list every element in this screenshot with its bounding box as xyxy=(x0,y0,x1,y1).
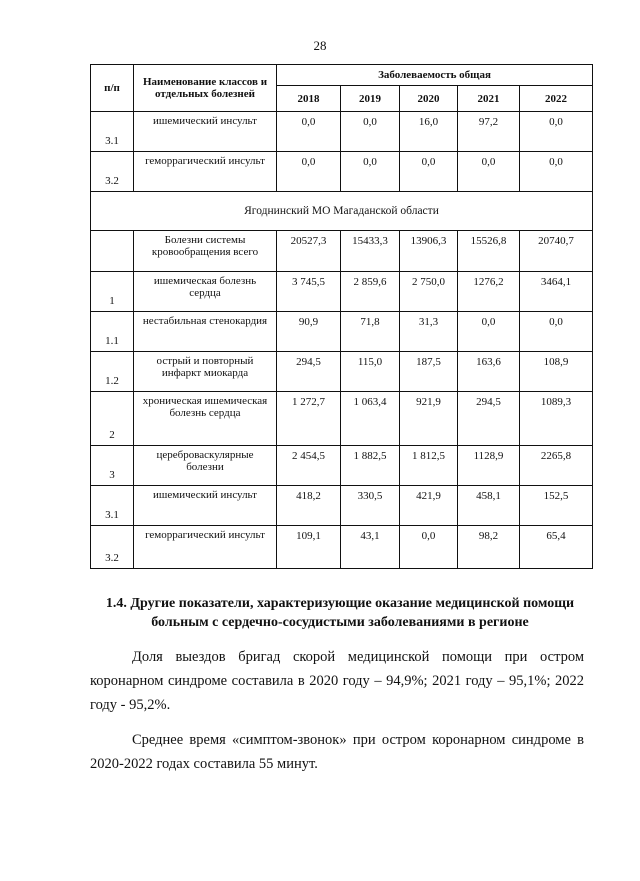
value-cell: 3 745,5 xyxy=(277,272,341,312)
value-cell: 65,4 xyxy=(520,526,593,569)
table-row xyxy=(91,526,593,569)
row-number: 1 xyxy=(91,272,134,312)
value-cell: 0,0 xyxy=(520,112,593,152)
value-cell: 2 750,0 xyxy=(400,272,458,312)
disease-name: ишемический инсульт xyxy=(134,112,277,152)
value-cell: 16,0 xyxy=(400,112,458,152)
value-cell: 1 882,5 xyxy=(341,446,400,486)
row-number xyxy=(91,231,134,272)
header-year: 2020 xyxy=(400,86,458,112)
row-number: 3.1 xyxy=(91,486,134,526)
region-row: Ягоднинский МО Магаданской области xyxy=(91,192,593,231)
table-header xyxy=(91,65,593,112)
header-year: 2018 xyxy=(277,86,341,112)
value-cell: 115,0 xyxy=(341,352,400,392)
header-number: п/п xyxy=(91,65,134,112)
disease-name: ишемический инсульт xyxy=(134,486,277,526)
paragraph: Доля выездов бригад скорой медицинской помощи при остром коронарном синдроме составила в 2020 году – 94,9%; 2021 году – 95,1%; 2022 году - 95,2%. xyxy=(90,649,584,713)
value-cell: 0,0 xyxy=(520,152,593,192)
table-row xyxy=(91,352,593,392)
header-year: 2019 xyxy=(341,86,400,112)
table-row xyxy=(91,312,593,352)
value-cell: 187,5 xyxy=(400,352,458,392)
header-group: Заболеваемость общая xyxy=(277,65,593,86)
disease-name: Болезни системы кровообращения всего xyxy=(134,231,277,272)
value-cell: 97,2 xyxy=(458,112,520,152)
value-cell: 921,9 xyxy=(400,392,458,446)
table-row xyxy=(91,231,593,272)
value-cell: 20527,3 xyxy=(277,231,341,272)
value-cell: 458,1 xyxy=(458,486,520,526)
value-cell: 330,5 xyxy=(341,486,400,526)
value-cell: 0,0 xyxy=(277,152,341,192)
row-number: 3 xyxy=(91,446,134,486)
header-year: 2022 xyxy=(520,86,593,112)
value-cell: 0,0 xyxy=(520,312,593,352)
value-cell: 15526,8 xyxy=(458,231,520,272)
value-cell: 2 859,6 xyxy=(341,272,400,312)
value-cell: 0,0 xyxy=(400,526,458,569)
disease-name: острый и повторный инфаркт миокарда xyxy=(134,352,277,392)
region-block xyxy=(91,192,593,231)
row-number: 3.2 xyxy=(91,526,134,569)
disease-name: нестабильная стенокардия xyxy=(134,312,277,352)
disease-name: геморрагический инсульт xyxy=(134,526,277,569)
row-number: 3.1 xyxy=(91,112,134,152)
value-cell: 1128,9 xyxy=(458,446,520,486)
value-cell: 1276,2 xyxy=(458,272,520,312)
value-cell: 1 272,7 xyxy=(277,392,341,446)
disease-name: хроническая ишемическая болезнь сердца xyxy=(134,392,277,446)
value-cell: 294,5 xyxy=(458,392,520,446)
value-cell: 98,2 xyxy=(458,526,520,569)
row-number: 1.1 xyxy=(91,312,134,352)
value-cell: 31,3 xyxy=(400,312,458,352)
disease-name: ишемическая болезнь сердца xyxy=(134,272,277,312)
table-row xyxy=(91,152,593,192)
table-body-bottom xyxy=(91,231,593,569)
table-row xyxy=(91,446,593,486)
table-row xyxy=(91,392,593,446)
value-cell: 90,9 xyxy=(277,312,341,352)
value-cell: 13906,3 xyxy=(400,231,458,272)
value-cell: 0,0 xyxy=(341,112,400,152)
value-cell: 15433,3 xyxy=(341,231,400,272)
value-cell: 0,0 xyxy=(400,152,458,192)
value-cell: 3464,1 xyxy=(520,272,593,312)
value-cell: 43,1 xyxy=(341,526,400,569)
value-cell: 0,0 xyxy=(277,112,341,152)
value-cell: 163,6 xyxy=(458,352,520,392)
disease-name: цереброваскулярные болезни xyxy=(134,446,277,486)
value-cell: 2265,8 xyxy=(520,446,593,486)
row-number: 1.2 xyxy=(91,352,134,392)
value-cell: 109,1 xyxy=(277,526,341,569)
value-cell: 1 063,4 xyxy=(341,392,400,446)
morbidity-table xyxy=(90,64,593,569)
header-year: 2021 xyxy=(458,86,520,112)
value-cell: 0,0 xyxy=(458,152,520,192)
table-row xyxy=(91,486,593,526)
value-cell: 0,0 xyxy=(341,152,400,192)
value-cell: 294,5 xyxy=(277,352,341,392)
value-cell: 2 454,5 xyxy=(277,446,341,486)
value-cell: 71,8 xyxy=(341,312,400,352)
page-number: 28 xyxy=(313,38,327,53)
row-number: 2 xyxy=(91,392,134,446)
section-title: 1.4. Другие показатели, характеризующие оказание медицинской помощи больным с сердечно-сосудистыми заболеваниями в регионе xyxy=(105,596,575,630)
value-cell: 421,9 xyxy=(400,486,458,526)
disease-name: геморрагический инсульт xyxy=(134,152,277,192)
header-name: Наименование классов и отдельных болезней xyxy=(134,65,277,112)
value-cell: 418,2 xyxy=(277,486,341,526)
value-cell: 1 812,5 xyxy=(400,446,458,486)
paragraph: Среднее время «симптом-звонок» при остром коронарном синдроме в 2020-2022 годах составила 55 минут. xyxy=(90,732,584,772)
table-row xyxy=(91,112,593,152)
table-row xyxy=(91,272,593,312)
value-cell: 0,0 xyxy=(458,312,520,352)
value-cell: 152,5 xyxy=(520,486,593,526)
value-cell: 20740,7 xyxy=(520,231,593,272)
value-cell: 108,9 xyxy=(520,352,593,392)
row-number: 3.2 xyxy=(91,152,134,192)
table-body-top xyxy=(91,112,593,192)
value-cell: 1089,3 xyxy=(520,392,593,446)
